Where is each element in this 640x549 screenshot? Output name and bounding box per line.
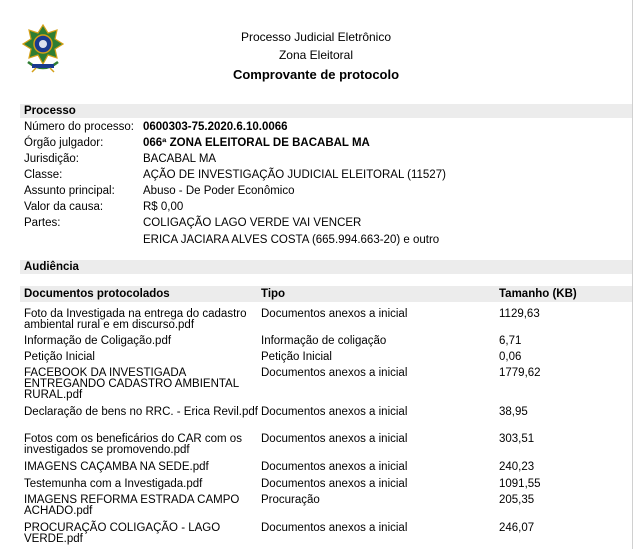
field-value: 066ª ZONA ELEITORAL DE BACABAL MA	[143, 137, 370, 149]
document-type: Procuração	[261, 494, 320, 506]
document-name: FACEBOOK DA INVESTIGADA ENTREGANDO CADASTRO AMBIENTAL RURAL.pdf	[24, 367, 239, 401]
document-name: Informação de Coligação.pdf	[24, 335, 172, 347]
document-type: Documentos anexos a inicial	[261, 433, 408, 445]
documents-table-header	[20, 286, 632, 302]
document-type: Documentos anexos a inicial	[261, 406, 408, 418]
document-size: 1091,55	[499, 478, 541, 490]
field-label: Jurisdição:	[24, 153, 79, 165]
document-type: Documentos anexos a inicial	[261, 461, 408, 473]
document-type: Informação de coligação	[261, 335, 387, 347]
field-value: ERICA JACIARA ALVES COSTA (665.994.663-20) e outro	[143, 234, 440, 246]
document-size: 1779,62	[499, 367, 541, 379]
document-name: Fotos com os beneficários do CAR com os investigados se promovendo.pdf	[24, 433, 242, 456]
document-size: 303,51	[499, 433, 535, 445]
section-audiencia: Audiência	[20, 260, 632, 274]
document-name: Petição Inicial	[24, 351, 95, 363]
document-size: 0,06	[499, 351, 522, 363]
field-value: COLIGAÇÃO LAGO VERDE VAI VENCER	[143, 217, 362, 229]
column-header: Tipo	[261, 288, 286, 300]
field-value: Abuso - De Poder Econômico	[143, 185, 295, 197]
document-type: Documentos anexos a inicial	[261, 478, 408, 490]
page-title: Comprovante de protocolo	[232, 67, 400, 82]
document-name: Declaração de bens no RRC. - Erica Revil.pdf	[24, 406, 258, 418]
field-value: BACABAL MA	[143, 153, 217, 165]
field-label: Assunto principal:	[24, 185, 115, 197]
document-type: Documentos anexos a inicial	[261, 308, 408, 320]
document-type: Documentos anexos a inicial	[261, 522, 408, 534]
document-size: 1129,63	[499, 308, 540, 320]
section-processo: Processo	[20, 104, 632, 118]
document-size: 6,71	[499, 335, 522, 347]
field-value: AÇÃO DE INVESTIGAÇÃO JUDICIAL ELEITORAL (11527)	[143, 169, 446, 181]
field-label: Número do processo:	[24, 121, 134, 133]
document-name: IMAGENS REFORMA ESTRADA CAMPO ACHADO.pdf	[24, 494, 240, 517]
header-court-name: Zona Eleitoral	[278, 48, 354, 62]
header-system-name: Processo Judicial Eletrônico	[240, 30, 392, 44]
document-name: Foto da Investigada na entrega do cadastro ambiental rural e em discurso.pdf	[24, 308, 247, 331]
column-header: Documentos protocolados	[24, 288, 170, 300]
document-name: Testemunha com a Investigada.pdf	[24, 478, 203, 490]
field-label: Classe:	[24, 169, 63, 181]
document-size: 205,35	[499, 494, 535, 506]
document-name: IMAGENS CAÇAMBA NA SEDE.pdf	[24, 461, 209, 473]
field-label: Partes:	[24, 217, 61, 229]
document-type: Documentos anexos a inicial	[261, 367, 408, 379]
document-size: 240,23	[499, 461, 535, 473]
document-name: PROCURAÇÃO COLIGAÇÃO - LAGO VERDE.pdf	[24, 522, 221, 545]
field-value: 0600303-75.2020.6.10.0066	[143, 121, 288, 133]
field-label: Órgão julgador:	[24, 137, 104, 149]
field-value: R$ 0,00	[143, 201, 184, 213]
document-size: 246,07	[499, 522, 535, 534]
column-header: Tamanho (KB)	[499, 288, 577, 300]
document-size: 38,95	[499, 406, 528, 418]
document-type: Petição Inicial	[261, 351, 332, 363]
field-label: Valor da causa:	[24, 201, 104, 213]
